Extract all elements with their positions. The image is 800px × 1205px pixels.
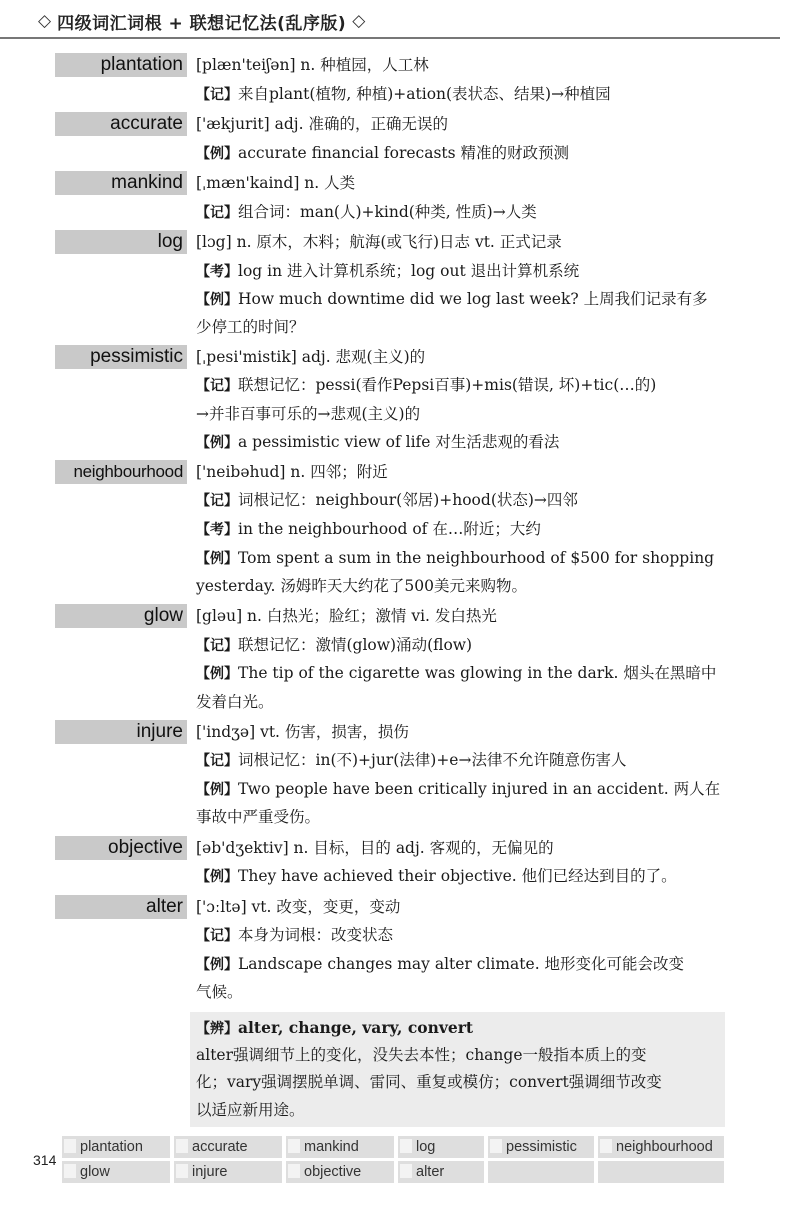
definition-line: [plæn'teiʃən] n. 种植园，人工林	[196, 56, 429, 74]
distinction-text-line: 以适应新用途。	[196, 1101, 305, 1119]
distinction-text-line: alter强调细节上的变化，没失去本性；change一般指本质上的变	[196, 1046, 647, 1064]
header-divider	[0, 37, 780, 39]
example-line: 【例】They have achieved their objective. 他们已经达到目的了。	[196, 867, 677, 885]
definition-line: [əb'dʒektiv] n. 目标，目的 adj. 客观的，无偏见的	[196, 839, 554, 857]
note-line: 【记】本身为词根：改变状态	[196, 926, 394, 944]
checkbox-icon	[176, 1139, 188, 1153]
headword: log	[55, 230, 187, 254]
definition-line: ['neibəhud] n. 四邻；附近	[196, 463, 388, 481]
distinction-box	[190, 1012, 725, 1127]
example-line: 【例】Landscape changes may alter climate. 地形变化可能会改变	[196, 955, 685, 973]
example-line-cont: 发着白光。	[196, 693, 274, 711]
example-line: 【例】Two people have been critically injured in an accident. 两人在	[196, 780, 721, 798]
page-number: 314	[33, 1152, 57, 1168]
index-word: log	[398, 1136, 484, 1158]
diamond-ornament-icon: ◇	[38, 11, 52, 31]
index-word: accurate	[174, 1136, 282, 1158]
checkbox-icon	[400, 1164, 412, 1178]
note-line: 【记】来自plant(植物, 种植)+ation(表状态、结果)→种植园	[196, 85, 611, 103]
exam-line: 【考】log in 进入计算机系统；log out 退出计算机系统	[196, 262, 580, 280]
definition-line: ['ɔːltə] vt. 改变，变更，变动	[196, 898, 401, 916]
index-word: plantation	[62, 1136, 170, 1158]
distinction-text-line: 化；vary强调摆脱单调、雷同、重复或模仿；convert强调细节改变	[196, 1073, 662, 1091]
index-word: objective	[286, 1161, 394, 1183]
index-word: glow	[62, 1161, 170, 1183]
note-line-cont: →并非百事可乐的→悲观(主义)的	[196, 405, 421, 423]
definition-line: [ˌmæn'kaind] n. 人类	[196, 174, 356, 192]
checkbox-icon	[600, 1139, 612, 1153]
index-word: pessimistic	[488, 1136, 594, 1158]
index-word: injure	[174, 1161, 282, 1183]
checkbox-icon	[288, 1139, 300, 1153]
example-line-cont: 少停工的时间？	[196, 318, 305, 336]
checkbox-icon	[288, 1164, 300, 1178]
headword: neighbourhood	[55, 460, 187, 484]
definition-line: [lɔg] n. 原木，木料；航海(或飞行)日志 vt. 正式记录	[196, 233, 562, 251]
definition-line: [gləu] n. 白热光；脸红；激情 vi. 发白热光	[196, 607, 497, 625]
note-line: 【记】词根记忆：neighbour(邻居)+hood(状态)→四邻	[196, 491, 578, 509]
example-line: 【例】a pessimistic view of life 对生活悲观的看法	[196, 433, 560, 451]
headword: injure	[55, 720, 187, 744]
headword: glow	[55, 604, 187, 628]
index-empty-cell	[488, 1161, 594, 1183]
note-line: 【记】组合词：man(人)+kind(种类, 性质)→人类	[196, 203, 537, 221]
index-word: neighbourhood	[598, 1136, 724, 1158]
distinction-heading: 【辨】alter, change, vary, convert	[196, 1018, 474, 1037]
note-line: 【记】联想记忆：pessi(看作Pepsi百事)+mis(错误, 坏)+tic(…的)	[196, 376, 657, 394]
example-line: 【例】The tip of the cigarette was glowing in the dark. 烟头在黑暗中	[196, 664, 717, 682]
checkbox-icon	[64, 1164, 76, 1178]
headword: pessimistic	[55, 345, 187, 369]
note-line: 【记】词根记忆：in(不)+jur(法律)+e→法律不允许随意伤害人	[196, 751, 627, 769]
example-line-cont: yesterday. 汤姆昨天大约花了500美元来购物。	[196, 577, 527, 595]
example-line: 【例】How much downtime did we log last week? 上周我们记录有多	[196, 290, 708, 308]
checkbox-icon	[64, 1139, 76, 1153]
diamond-ornament-icon: ◇	[352, 11, 366, 31]
headword: alter	[55, 895, 187, 919]
index-word: alter	[398, 1161, 484, 1183]
definition-line: ['indʒə] vt. 伤害，损害，损伤	[196, 723, 409, 741]
example-line-cont: 气候。	[196, 983, 243, 1001]
checkbox-icon	[490, 1139, 502, 1153]
definition-line: ['ækjurit] adj. 准确的，正确无误的	[196, 115, 448, 133]
index-word: mankind	[286, 1136, 394, 1158]
example-line: 【例】accurate financial forecasts 精准的财政预测	[196, 144, 570, 162]
checkbox-icon	[176, 1164, 188, 1178]
headword: mankind	[55, 171, 187, 195]
checkbox-icon	[400, 1139, 412, 1153]
definition-line: [ˌpesi'mistik] adj. 悲观(主义)的	[196, 348, 426, 366]
running-header	[38, 6, 768, 36]
headword: objective	[55, 836, 187, 860]
headword: plantation	[55, 53, 187, 77]
example-line-cont: 事故中严重受伤。	[196, 808, 321, 826]
index-empty-cell	[598, 1161, 724, 1183]
headword: accurate	[55, 112, 187, 136]
example-line: 【例】Tom spent a sum in the neighbourhood of $500 for shopping	[196, 549, 715, 567]
book-title: 四级词汇词根 + 联想记忆法(乱序版)	[57, 13, 347, 34]
exam-line: 【考】in the neighbourhood of 在…附近；大约	[196, 520, 541, 538]
note-line: 【记】联想记忆：激情(glow)涌动(flow)	[196, 636, 473, 654]
